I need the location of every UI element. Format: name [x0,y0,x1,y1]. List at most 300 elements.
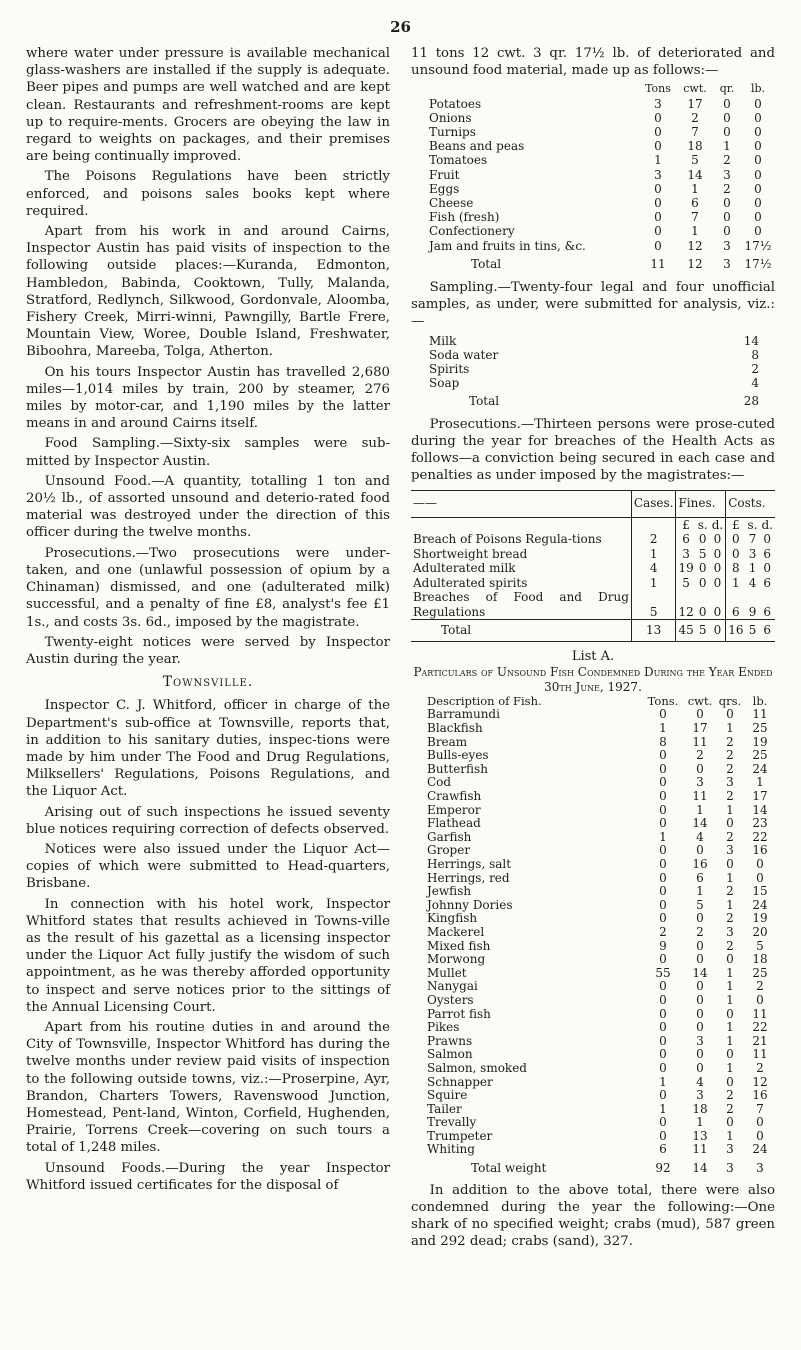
table-cell: 0 [763,561,772,576]
table-cell-item: Parrot fish [427,1006,491,1021]
table-cell-item: Adulterated spirits [413,575,528,590]
paragraph: Twenty-eight notices were served by Inspector Austin during the year. [26,634,390,667]
table-cell: 0 [659,707,667,722]
table-cell: 1 [659,1074,667,1089]
table-cell-item: Fish (fresh) [429,210,500,225]
table-cell: 0 [754,139,762,154]
table-cell-item: Kingfish [427,911,478,926]
table-cell: 0 [654,125,662,140]
table-cell: 0 [659,992,667,1007]
table-cell: 12 [687,238,703,253]
table-cell: 0 [723,125,731,140]
table-cell-item: Pikes [427,1020,460,1035]
table-cell: 0 [659,748,667,763]
table-cell: 0 [654,139,662,154]
table-cell: 0 [659,1128,667,1143]
table-cell: 2 [659,924,667,939]
table-cell: 1 [723,139,731,154]
table-cell: 6 [676,532,696,547]
table-cell: 0 [659,789,667,804]
table-cell: 0 [726,547,746,562]
table-cell: 22 [752,829,768,844]
table-row [411,547,775,562]
table-row [411,576,775,591]
paragraph: 11 tons 12 cwt. 3 qr. 17½ lb. of deteriorated and unsound food material, made up as follows:— [411,46,775,79]
table-cell-item: Adulterated milk [413,561,516,576]
table-cell: 0 [659,843,667,858]
table-cell: 2 [726,938,734,953]
table-cell: 0 [659,761,667,776]
table-cell: 3 [654,96,662,111]
table-cell: 2 [726,829,734,844]
paragraph: Apart from his work in and around Cairns, Inspector Austin has paid visits of inspection to the following outside places:—Kuranda, Edmonton, Hambledon, Babinda, Cooktown, Tully, Malanda, Stratford, Redlynch, Silkwood, Gordonvale, Aloomba, Fishery Creek, Mirri-winni, Pawngilly, Bartle Frere, Mountain View, Woree, Double Island, Freshwater, Biboohra, Mareeba, Tolga, Atherton. [26,224,390,360]
table-cell-item: Spirits [429,361,470,376]
table-cell: 19 [676,561,696,576]
table-cell: 0 [726,1047,734,1062]
total-cell: 3 [756,1161,764,1176]
table-cell-item: Oysters [427,992,474,1007]
table-cell: 18 [752,952,768,967]
unit-label: d. [761,517,773,532]
unit-label: d. [711,517,724,532]
table-cell-item: Trumpeter [427,1128,493,1143]
table-cell-item: Tomatoes [429,153,488,168]
table-cell-item: Total [411,620,631,642]
col-header: cwt. [687,693,713,708]
table-cell: 5 [676,576,696,591]
table-cell: 0 [696,1047,704,1062]
paragraph: Prosecutions.—Two prosecutions were under-taken, and one (unlawful possession of opium by a Chinaman) dismissed, and one (adulterated milk) successful, and a penalty of fine £8, analyst's fee £1 1s., and costs 3s. 6d., imposed by the magistrate. [26,545,390,630]
table-cell: 0 [723,96,731,111]
table-cell: 14 [752,802,768,817]
table-cell: 0 [698,561,707,576]
paragraph: Unsound Food.—A quantity, totalling 1 ton and 20½ lb., of assorted unsound and deterio-rated food material was destroyed under the direction of this officer during the twelve months. [26,473,390,541]
table-cell-item: Potatoes [429,96,482,111]
paragraph: Inspector C. J. Whitford, officer in charge of the Department's sub-office at Townsville, reports that, in addition to his sanitary duties, inspec-tions were made by him under The Food and Drug Regulations, Milksellers' Regulations, Poisons Regulations, and the Liquor Act. [26,698,390,800]
unit-label: s. [747,517,758,532]
table-cell: 0 [754,153,762,168]
table-cell: 1 [756,775,764,790]
table-cell: 14 [743,333,759,348]
table-cell: 2 [726,884,734,899]
table-cell: 14 [687,167,703,182]
table-cell: 1 [726,721,734,736]
table-cell: 24 [752,1142,768,1157]
table-cell: 1 [696,884,704,899]
table-cell: 0 [659,1115,667,1130]
table-cell: 0 [726,1006,734,1021]
table-cell-item: Johnny Dories [427,897,513,912]
table-cell: 3 [696,1033,704,1048]
col-header: qrs. [718,693,742,708]
table-cell: 19 [752,734,768,749]
table-cell: 1 [696,802,704,817]
table-cell: 55 [655,965,671,980]
table-cell: 3 [726,1142,734,1157]
total-cell: 17½ [744,256,772,271]
table-cell: 16 [752,1088,768,1103]
table-cell: 2 [726,1101,734,1116]
table-cell-item: Fruit [429,167,460,182]
table-cell: 0 [659,816,667,831]
table-cell: 11 [752,707,768,722]
col-header: Cases. [631,491,676,517]
table-cell-item: Soap [429,375,460,390]
table-cell: 0 [726,1074,734,1089]
table-cell-item: Emperor [427,802,481,817]
table-cell: 3 [726,924,734,939]
list-title: List A. [571,648,615,664]
table-cell-item: Tailer [427,1101,462,1116]
table-cell-item: Soda water [429,347,499,362]
paragraph: In connection with his hotel work, Inspector Whitford states that results achieved in Towns-ville as the result of his gazettal as a licensing inspector under the Liquor Act fully justify the wisdom of such appointment, as he was thereby afforded opportunity to inspect and serve notices prior to the sittings of the Annual Licensing Court. [26,896,390,1015]
table-cell: 1 [726,1128,734,1143]
table-cell: 6 [760,620,776,642]
table-cell: 0 [713,532,722,547]
table-cell: 1 [726,965,734,980]
table-cell: 45 [676,620,696,642]
fish-table [411,695,775,1176]
table-cell: 2 [726,761,734,776]
table-cell: 0 [696,1020,704,1035]
col-header: lb. [752,693,768,708]
table-cell: 0 [696,952,704,967]
table-cell: 22 [752,1020,768,1035]
table-cell: 0 [659,884,667,899]
table-cell-item: Groper [427,843,471,858]
table-cell-item: Shortweight bread [413,546,528,561]
table-cell-item: Blackfish [427,721,483,736]
table-cell: 0 [659,979,667,994]
table-cell: 0 [696,843,704,858]
table-cell-item: Whiting [427,1142,475,1157]
total-cell: 12 [687,256,703,271]
table-cell: 11 [752,1006,768,1021]
table-cell-item: Trevally [427,1115,477,1130]
table-cell: 3 [696,1088,704,1103]
table-cell: 6 [696,870,704,885]
total-cell: 14 [692,1161,708,1176]
table-cell: 0 [713,561,722,576]
table-cell: 9 [659,938,667,953]
table-cell: 3 [676,547,696,562]
table-cell-item: Schnapper [427,1074,493,1089]
table-cell: 0 [698,532,707,547]
table-cell: 0 [696,761,704,776]
table-cell: 21 [752,1033,768,1048]
table-cell: 2 [723,181,731,196]
table-cell: 17 [687,96,703,111]
table-cell: 0 [713,575,722,590]
table-cell: 7 [691,210,699,225]
table-cell-item: Squire [427,1088,468,1103]
table-cell: 2 [756,979,764,994]
table-cell: 1 [659,829,667,844]
col-header: Tons. [647,693,679,708]
table-cell: 16 [692,857,708,871]
table-cell: 12 [676,590,696,620]
table-cell: 0 [659,1047,667,1062]
table-cell-item: Herrings, red [427,870,510,885]
table-cell: 0 [754,196,762,211]
table-cell: 16 [752,843,768,858]
food-table [411,82,775,271]
table-cell: 0 [659,870,667,885]
total-label: Total [469,393,500,408]
table-cell: 1 [726,992,734,1007]
table-cell: 0 [696,938,704,953]
table-cell: 24 [752,761,768,776]
table-cell: 23 [752,816,768,831]
table-cell: 7 [756,1101,764,1116]
table-cell: 2 [751,361,759,376]
col-header: Description of Fish. [427,693,542,708]
table-cell: 2 [726,734,734,749]
table-cell: 0 [756,992,764,1007]
table-cell: 0 [654,224,662,239]
table-cell: 0 [763,532,772,547]
paragraph: In addition to the above total, there were also condemned during the year the following:—One shark of no specified weight; crabs (mud), 587 green and 292 dead; crabs (sand), 327. [411,1182,775,1250]
table-cell: 5 [631,590,676,620]
table-cell: 0 [756,857,764,871]
table-cell: 8 [751,347,759,362]
table-cell: 2 [726,911,734,926]
table-cell: 14 [692,965,708,980]
table-cell: 6 [763,546,772,561]
table-cell-item: Mackerel [427,924,485,939]
table-cell: 4 [631,561,676,576]
table-cell: 0 [754,224,762,239]
table-cell: 1 [654,153,662,168]
table-cell: 5 [691,153,699,168]
table-cell: 2 [723,153,731,168]
table-cell: 5 [756,938,764,953]
section-heading: Townsville. [162,674,254,691]
table-cell: 0 [710,620,726,642]
page-number: 26 [390,18,411,36]
table-cell: 4 [696,1074,704,1089]
col-header: cwt. [683,82,707,96]
table-cell: 0 [659,897,667,912]
table-cell: 2 [726,748,734,763]
table-cell: 0 [659,1020,667,1035]
table-cell: 0 [723,224,731,239]
left-column [26,45,390,1197]
total-cell: 92 [655,1161,671,1176]
table-cell: 1 [726,1033,734,1048]
table-cell: 0 [696,1006,704,1021]
table-cell: 0 [654,181,662,196]
table-cell: 11 [692,789,708,804]
table-cell: 0 [726,857,734,871]
table-cell: 11 [692,1142,708,1157]
table-cell-item: Milk [429,333,457,348]
table-cell: 6 [659,1142,667,1157]
table-cell: 1 [726,576,746,591]
table-cell: 0 [754,167,762,182]
table-cell: 18 [692,1101,708,1116]
table-cell: 0 [659,1060,667,1075]
table-cell: 3 [726,775,734,790]
table-cell: 15 [752,884,768,899]
table-cell: 2 [696,748,704,763]
total-row [411,620,775,642]
unit-label: s. [697,517,708,532]
paragraph: Notices were also issued under the Liquor Act—copies of which were submitted to Head-quarters, Brisbane. [26,841,390,892]
table-cell: 4 [751,375,759,390]
table-cell: 0 [659,802,667,817]
table-cell-item: Flathead [427,816,481,831]
table-cell: 1 [748,561,757,576]
paragraph: Food Sampling.—Sixty-six samples were sub-mitted by Inspector Austin. [26,436,390,469]
total-label: Total [471,256,502,271]
paragraph: Prosecutions.—Thirteen persons were prose-cuted during the year for breaches of the Health Acts as follows—a conviction being secured in each case and penalties as under imposed by the magistrates:— [411,416,775,484]
table-cell: 0 [659,1033,667,1048]
table-cell: 19 [752,911,768,926]
table-cell: 24 [752,897,768,912]
table-cell: 2 [756,1060,764,1075]
table-cell: 5 [746,620,760,642]
total-cell: 3 [726,1161,734,1176]
table-cell-item: Onions [429,110,472,125]
table-cell: 4 [696,829,704,844]
paragraph: Apart from his routine duties in and around the City of Townsville, Inspector Whitford has during the twelve months under review paid visits of inspection to the following outside towns, viz.:—Proserpine, Ayr, Brandon, Charters Towers, Ravenswood Junction, Homestead, Pent-land, Winton, Corfield, Hughenden, Prairie, Torrens Creek—covering on such tours a total of 1,248 miles. [26,1019,390,1156]
table-cell-item: Turnips [429,125,476,140]
table-cell-item: Bream [427,734,468,749]
table-cell: 20 [752,924,768,939]
table-cell: 0 [723,196,731,211]
table-cell: 0 [698,575,707,590]
table-cell: 1 [726,979,734,994]
table-cell-item: Breach of Poisons Regula-tions [413,532,602,547]
unit-label: £ [676,517,696,532]
table-cell: 2 [726,1088,734,1103]
table-cell: 1 [631,576,676,591]
table-cell: 5 [696,620,710,642]
table-cell: 0 [754,181,762,196]
table-cell: 11 [752,1047,768,1062]
total-cell: 11 [650,256,666,271]
table-cell: 1 [691,181,699,196]
table-cell: 12 [752,1074,768,1089]
unit-label: £ [726,517,746,532]
paragraph: The Poisons Regulations have been strictly enforced, and poisons sales books kept where required. [26,169,390,219]
table-cell: 25 [752,965,768,980]
table-cell: 0 [696,979,704,994]
table-cell: 0 [654,110,662,125]
col-header: Tons [645,82,671,96]
col-header: lb. [750,82,766,96]
table-cell: 8 [726,561,746,576]
col-header: qr. [719,82,735,96]
table-cell: 0 [723,210,731,225]
table-cell: 0 [659,775,667,790]
table-cell: 5 [698,546,707,561]
table-cell: 4 [748,575,757,590]
table-cell: 0 [696,1060,704,1075]
table-cell-item: Prawns [427,1033,473,1048]
total-label: Total weight [471,1161,547,1176]
table-cell: 7 [691,125,699,140]
table-cell: 0 [659,1088,667,1103]
table-cell-item: Mullet [427,965,467,980]
table-cell: 2 [696,924,704,939]
table-cell: 0 [659,911,667,926]
table-cell-item: Mixed fish [427,938,491,953]
paragraph: Sampling.—Twenty-four legal and four unofficial samples, as under, were submitted for analysis, viz.:— [411,280,775,330]
table-cell-item: Salmon, smoked [427,1060,527,1075]
table-cell: 1 [726,897,734,912]
table-cell-item: Cod [427,775,452,790]
table-row [411,532,775,547]
table-cell: 0 [754,96,762,111]
table-cell-item: Beans and peas [429,139,525,154]
table-cell-item: Garfish [427,829,472,844]
table-row [411,590,775,620]
table-cell: 1 [691,224,699,239]
table-cell: 0 [756,870,764,885]
table-cell: 17 [752,789,768,804]
table-cell: 3 [696,775,704,790]
table-cell: 0 [726,532,746,547]
table-cell: 0 [754,125,762,140]
table-cell: 2 [726,789,734,804]
sampling-table [411,334,775,408]
table-cell: 1 [726,1020,734,1035]
table-cell: 0 [659,952,667,967]
table-cell: 5 [696,897,704,912]
table-cell: 2 [631,532,676,547]
table-cell: 3 [726,843,734,858]
table-cell-item: Eggs [429,181,460,196]
table-cell: 7 [748,532,757,547]
table-cell: 14 [692,816,708,831]
table-cell: 0 [754,110,762,125]
table-cell: 18 [687,139,703,154]
total-cell: 3 [723,256,731,271]
table-cell: 1 [631,547,676,562]
table-cell: 0 [698,604,707,619]
table-cell: 0 [726,952,734,967]
table-cell: 8 [659,734,667,749]
table-cell: 0 [696,911,704,926]
table-cell-item: Jewfish [427,884,472,899]
table-cell-item: Nanygai [427,979,478,994]
table-cell-item: Herrings, salt [427,857,512,871]
table-cell: 3 [748,546,757,561]
table-cell: 0 [713,546,722,561]
total-cell: 28 [743,393,759,408]
table-cell: 0 [696,992,704,1007]
paragraph: Arising out of such inspections he issued seventy blue notices requiring correction of defects observed. [26,804,390,837]
table-cell-item: Cheese [429,196,474,211]
table-cell: 0 [659,1006,667,1021]
table-cell: 0 [754,210,762,225]
table-row [411,561,775,576]
table-cell: 1 [726,870,734,885]
table-cell: 1 [659,1101,667,1116]
table-cell-item: Crawfish [427,789,482,804]
table-cell: 3 [723,238,731,253]
table-cell: 11 [692,734,708,749]
table-cell: 0 [696,707,704,722]
table-cell: 0 [726,816,734,831]
col-header: Fines. [676,491,726,517]
table-cell: 0 [659,857,667,871]
table-cell: 17 [692,721,708,736]
table-cell-item: Bulls-eyes [427,748,489,763]
table-cell: 6 [691,196,699,211]
